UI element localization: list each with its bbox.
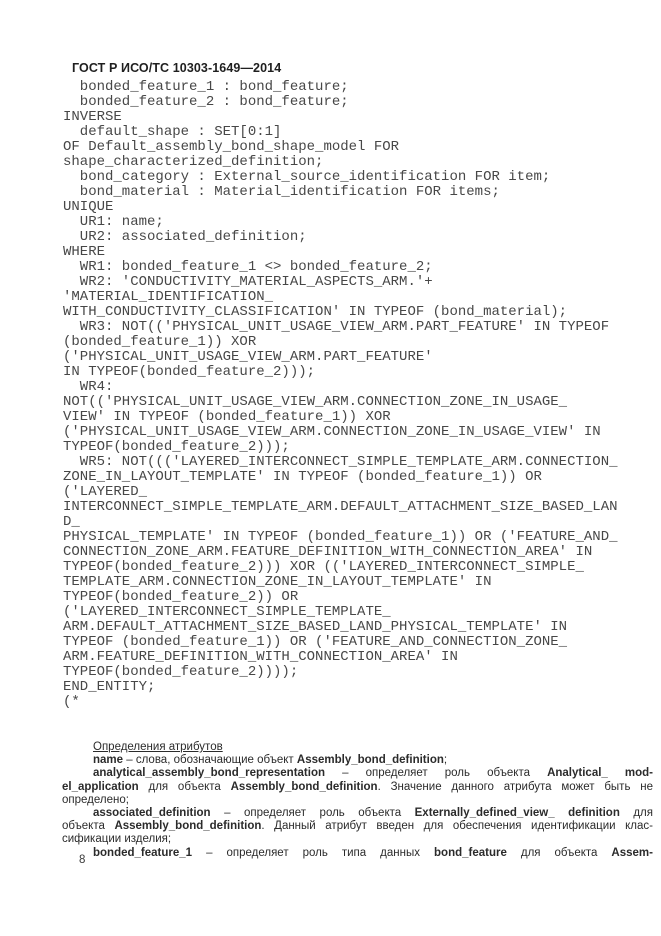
definition-text: сификации изделия; xyxy=(62,833,172,846)
definition-line xyxy=(62,767,653,780)
code-line: TYPEOF(bonded_feature_2)) OR xyxy=(63,589,299,605)
code-line: WR3: NOT(('PHYSICAL_UNIT_USAGE_VIEW_ARM.PART_FEATURE' IN TYPEOF xyxy=(63,319,610,335)
definition-text: ; xyxy=(443,754,448,767)
definition-term: name xyxy=(93,754,124,767)
document-header: ГОСТ Р ИСО/ТС 10303-1649—2014 xyxy=(72,61,282,75)
code-line: D_ xyxy=(63,514,80,530)
definition-text: для объекта xyxy=(138,780,231,793)
code-line: 'MATERIAL_IDENTIFICATION_ xyxy=(63,289,274,305)
code-line: WHERE xyxy=(63,244,106,260)
definition-term: el_application xyxy=(62,780,139,793)
definition-text: – определяет роль объекта xyxy=(325,767,548,780)
code-line: INVERSE xyxy=(63,109,122,125)
definition-text: . Данный атрибут введен для обеспечения идентификации клас- xyxy=(261,820,653,833)
definition-term: bond_feature xyxy=(434,846,507,859)
definition-term: Assembly_bond_definition xyxy=(230,780,378,793)
definition-term: Assembly_bond_definition xyxy=(296,754,444,767)
code-line: TEMPLATE_ARM.CONNECTION_ZONE_IN_LAYOUT_TEMPLATE' IN xyxy=(63,574,492,590)
code-line: ARM.FEATURE_DEFINITION_WITH_CONNECTION_AREA' IN xyxy=(63,649,458,665)
definition-term: Analytical_ mod- xyxy=(547,767,653,780)
code-line: PHYSICAL_TEMPLATE' IN TYPEOF (bonded_feature_1)) OR ('FEATURE_AND_ xyxy=(63,529,618,545)
attribute-definitions xyxy=(62,741,653,860)
code-line: ARM.DEFAULT_ATTACHMENT_SIZE_BASED_LAND_PHYSICAL_TEMPLATE' IN xyxy=(63,619,568,635)
code-line: CONNECTION_ZONE_ARM.FEATURE_DEFINITION_WITH_CONNECTION_AREA' IN xyxy=(63,544,593,560)
definition-term: Assembly_bond_definition xyxy=(114,820,262,833)
code-line: (bonded_feature_1)) XOR xyxy=(63,334,257,350)
definition-text: объекта xyxy=(62,820,115,833)
code-line: ('PHYSICAL_UNIT_USAGE_VIEW_ARM.PART_FEATURE' xyxy=(63,349,433,365)
code-line: TYPEOF(bonded_feature_2))) XOR (('LAYERED_INTERCONNECT_SIMPLE_ xyxy=(63,559,584,575)
code-line: VIEW' IN TYPEOF (bonded_feature_1)) XOR xyxy=(63,409,391,425)
definition-line xyxy=(62,754,653,767)
definition-text: – слова, обозначающие объект xyxy=(123,754,297,767)
code-line: TYPEOF(bonded_feature_2)))); xyxy=(63,664,299,680)
definition-term: analytical_assembly_bond_representation xyxy=(93,767,326,780)
definition-term: Assem- xyxy=(611,846,653,859)
definition-text: . Значение данного атрибута может быть не xyxy=(377,780,653,793)
code-line: bond_category : External_source_identification FOR item; xyxy=(63,169,551,185)
definition-text: определено; xyxy=(62,793,129,806)
definition-line xyxy=(62,807,653,820)
code-line: IN TYPEOF(bonded_feature_2))); xyxy=(63,364,316,380)
code-line: ('LAYERED_ xyxy=(63,484,148,500)
express-code-listing xyxy=(63,80,618,710)
code-line: UR2: associated_definition; xyxy=(63,229,307,245)
code-line: WR1: bonded_feature_1 <> bonded_feature_2; xyxy=(63,259,433,275)
definition-term: definition xyxy=(568,807,620,820)
definition-line xyxy=(62,794,653,807)
code-line: TYPEOF (bonded_feature_1)) OR ('FEATURE_AND_CONNECTION_ZONE_ xyxy=(63,634,568,650)
definition-term: associated_definition xyxy=(93,807,211,820)
code-line: OF Default_assembly_bond_shape_model FOR xyxy=(63,139,400,155)
code-line: TYPEOF(bonded_feature_2))); xyxy=(63,439,290,455)
definition-text: – определяет роль типа данных xyxy=(192,846,435,859)
definition-text xyxy=(555,807,568,819)
code-line: UR1: name; xyxy=(63,214,164,230)
code-line: bonded_feature_2 : bond_feature; xyxy=(63,94,349,110)
definition-text: для объекта xyxy=(506,846,612,859)
definition-term: Externally_defined_view_ xyxy=(414,807,555,820)
code-line: NOT(('PHYSICAL_UNIT_USAGE_VIEW_ARM.CONNECTION_ZONE_IN_USAGE_ xyxy=(63,394,568,410)
code-line: UNIQUE xyxy=(63,199,114,215)
code-line: END_ENTITY; xyxy=(63,679,156,695)
code-line: INTERCONNECT_SIMPLE_TEMPLATE_ARM.DEFAULT_ATTACHMENT_SIZE_BASED_LAN xyxy=(63,499,618,515)
definition-text: Определения атрибутов xyxy=(93,741,223,753)
code-line: WR5: NOT((('LAYERED_INTERCONNECT_SIMPLE_TEMPLATE_ARM.CONNECTION_ xyxy=(63,454,618,470)
code-line: shape_characterized_definition; xyxy=(63,154,324,170)
definition-text: для xyxy=(619,807,653,820)
code-line: (* xyxy=(63,694,80,710)
code-line: ('LAYERED_INTERCONNECT_SIMPLE_TEMPLATE_ xyxy=(63,604,391,620)
definition-line xyxy=(62,820,653,833)
code-line: WR2: 'CONDUCTIVITY_MATERIAL_ASPECTS_ARM.'+ xyxy=(63,274,433,290)
definition-line xyxy=(62,741,653,754)
code-line: WITH_CONDUCTIVITY_CLASSIFICATION' IN TYPEOF (bond_material); xyxy=(63,304,568,320)
code-line: bond_material : Material_identification FOR items; xyxy=(63,184,500,200)
page-number: 8 xyxy=(79,854,86,866)
code-line: WR4: xyxy=(63,379,114,395)
definition-line xyxy=(62,833,653,846)
definition-text: – определяет роль объекта xyxy=(210,807,415,820)
code-line: ZONE_IN_LAYOUT_TEMPLATE' IN TYPEOF (bonded_feature_1)) OR xyxy=(63,469,542,485)
definition-line xyxy=(62,847,653,860)
code-line: ('PHYSICAL_UNIT_USAGE_VIEW_ARM.CONNECTION_ZONE_IN_USAGE_VIEW' IN xyxy=(63,424,601,440)
code-line: default_shape : SET[0:1] xyxy=(63,124,282,140)
code-line: bonded_feature_1 : bond_feature; xyxy=(63,79,349,95)
definition-term: bonded_feature_1 xyxy=(93,846,193,859)
definition-line xyxy=(62,781,653,794)
